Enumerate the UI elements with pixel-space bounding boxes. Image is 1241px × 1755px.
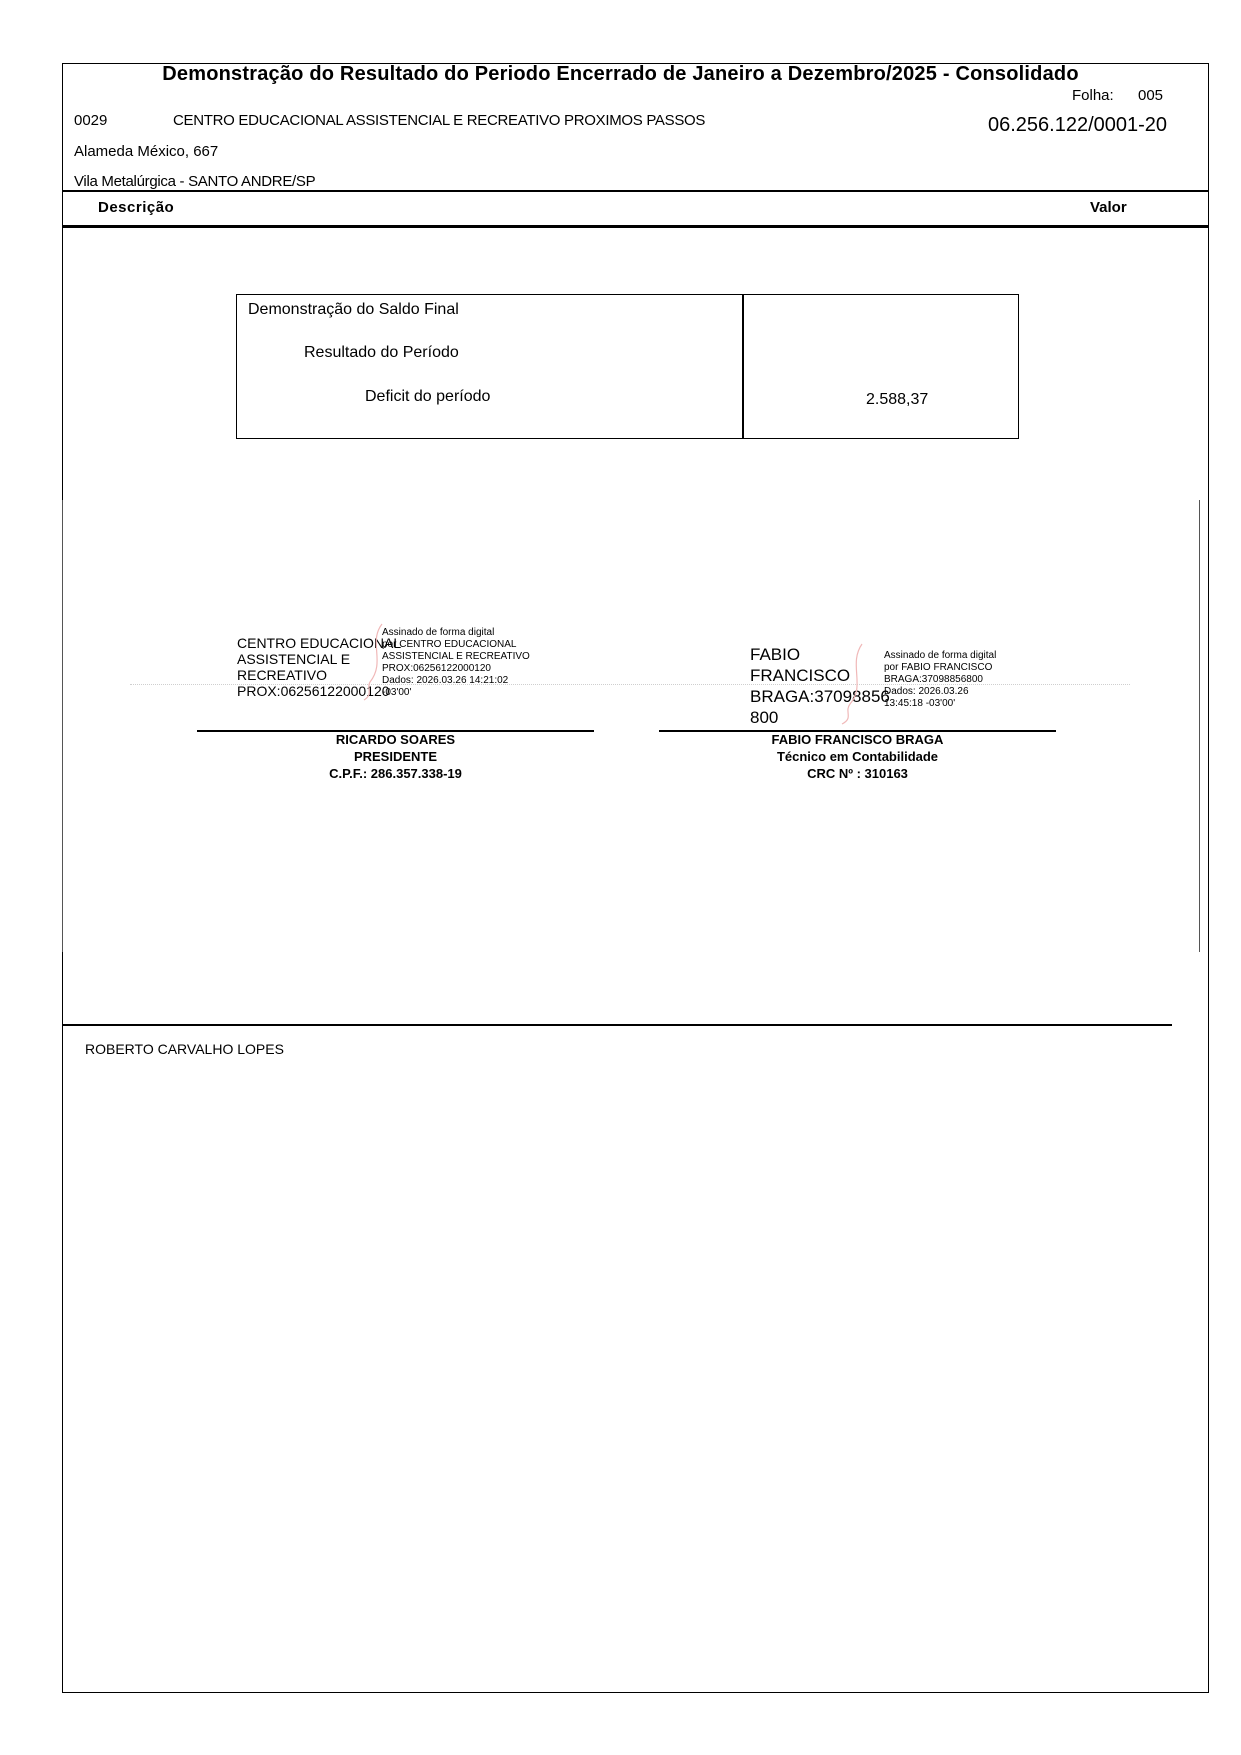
company-name: CENTRO EDUCACIONAL ASSISTENCIAL E RECREATIVO PROXIMOS PASSOS xyxy=(173,112,706,129)
folha-number: 005 xyxy=(1138,87,1164,104)
footer-divider xyxy=(62,1024,1172,1026)
right-signatory-crc: CRC Nº : 310163 xyxy=(807,766,908,781)
right-signature-stamp-name: FABIO FRANCISCO BRAGA:37098856 800 xyxy=(750,645,890,727)
right-signature-stamp-meta: Assinado de forma digital por FABIO FRANCISCO BRAGA:37098856800 Dados: 2026.03.26 13:45:18 -03'00' xyxy=(884,650,997,709)
company-cnpj: 06.256.122/0001-20 xyxy=(988,114,1168,136)
right-signatory-role: Técnico em Contabilidade xyxy=(776,749,939,764)
left-signatory-caption xyxy=(197,731,594,782)
document-title: Demonstração do Resultado do Periodo Encerrado de Janeiro a Dezembro/2025 - Consolidado xyxy=(162,63,1079,85)
right-signatory-name: FABIO FRANCISCO BRAGA xyxy=(771,732,944,747)
left-signatory-cpf: C.P.F.: 286.357.338-19 xyxy=(329,766,462,781)
column-header-divider xyxy=(62,225,1209,228)
statement-value-deficit: 2.588,37 xyxy=(866,391,929,408)
column-header-value: Valor xyxy=(1090,199,1127,216)
company-code: 0029 xyxy=(74,112,108,129)
left-signatory-name: RICARDO SOARES xyxy=(335,732,456,747)
column-header-description: Descrição xyxy=(98,199,175,216)
left-signatory-role: PRESIDENTE xyxy=(353,749,438,764)
left-signature-stamp-meta: Assinado de forma digital por CENTRO EDUCACIONAL ASSISTENCIAL E RECREATIVO PROX:06256122000120 Dados: 2026.03.26 14:21:02 -03'00' xyxy=(382,627,530,698)
right-signatory-caption xyxy=(659,731,1056,782)
statement-line-resultado: Resultado do Período xyxy=(304,344,459,361)
folha-label: Folha: xyxy=(1072,87,1114,104)
right-signature-flourish-icon xyxy=(838,642,872,726)
header-divider xyxy=(62,190,1209,192)
right-side-mark xyxy=(1199,500,1200,952)
company-address: Alameda México, 667 xyxy=(74,143,219,160)
statement-value-box xyxy=(742,294,1019,439)
statement-line-saldo-final: Demonstração do Saldo Final xyxy=(248,301,459,318)
statement-line-deficit: Deficit do período xyxy=(365,388,491,405)
left-signature-stamp-name: CENTRO EDUCACIONAL ASSISTENCIAL E RECREATIVO PROX:06256122000120 xyxy=(237,635,402,699)
footer-name: ROBERTO CARVALHO LOPES xyxy=(85,1041,284,1057)
left-side-mark xyxy=(62,500,63,952)
company-city: Vila Metalúrgica - SANTO ANDRE/SP xyxy=(74,173,316,190)
